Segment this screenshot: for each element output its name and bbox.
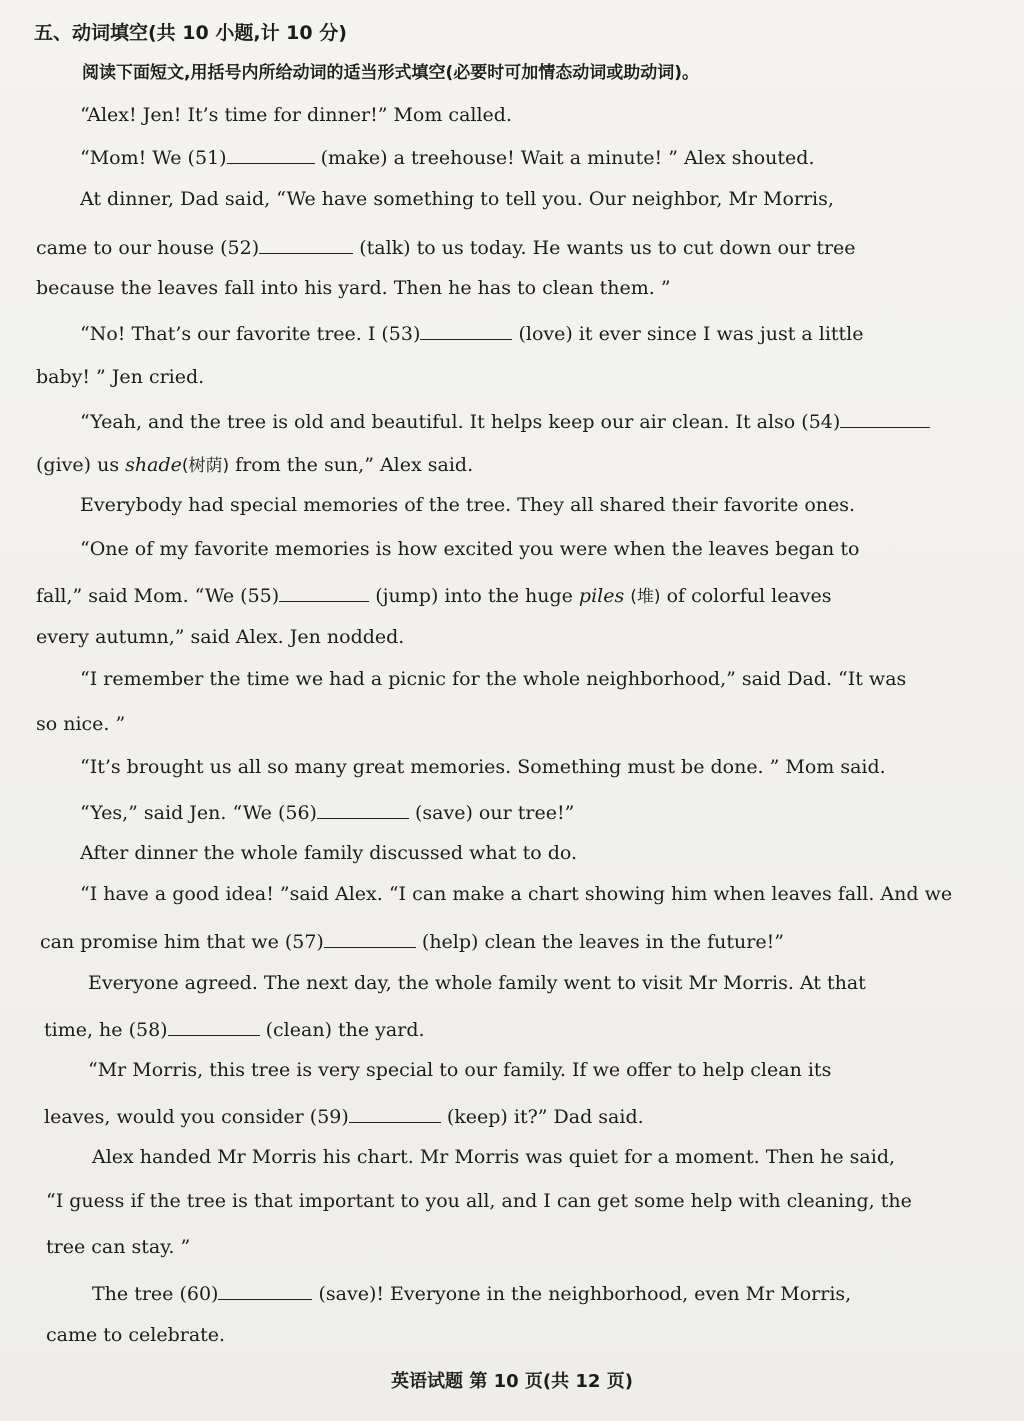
passage-line: baby! ” Jen cried. <box>36 366 205 388</box>
passage-line: every autumn,” said Alex. Jen nodded. <box>36 626 405 648</box>
passage-line: “Yes,” said Jen. “We (56) (save) our tree!” <box>80 799 574 824</box>
page-footer: 英语试题 第 10 页(共 12 页) <box>391 1371 633 1392</box>
passage-line: “One of my favorite memories is how excited you were when the leaves began to <box>80 538 860 560</box>
passage-line: came to our house (52) (talk) to us today. He wants us to cut down our tree <box>36 234 856 259</box>
passage-line: “Yeah, and the tree is old and beautiful. It helps keep our air clean. It also (54) <box>80 408 930 433</box>
passage-line: tree can stay. ” <box>46 1236 191 1258</box>
blank-55[interactable] <box>279 582 369 602</box>
passage-line: (give) us shade(树荫) from the sun,” Alex said. <box>36 454 474 476</box>
passage-line: fall,” said Mom. “We (55) (jump) into the huge piles (堆) of colorful leaves <box>36 582 832 607</box>
instruction: 阅读下面短文,用括号内所给动词的适当形式填空(必要时可加情态动词或助动词)。 <box>82 63 699 83</box>
passage-line: Alex handed Mr Morris his chart. Mr Morris was quiet for a moment. Then he said, <box>92 1146 896 1168</box>
passage-line: so nice. ” <box>36 713 126 735</box>
passage-line: “No! That’s our favorite tree. I (53) (love) it ever since I was just a little <box>80 320 864 345</box>
passage-line: “Mr Morris, this tree is very special to our family. If we offer to help clean its <box>88 1059 832 1081</box>
blank-58[interactable] <box>168 1016 260 1036</box>
blank-56[interactable] <box>317 799 409 819</box>
passage-line: “Alex! Jen! It’s time for dinner!” Mom called. <box>80 104 512 126</box>
blank-59[interactable] <box>349 1103 441 1123</box>
blank-53[interactable] <box>420 320 512 340</box>
passage-line: time, he (58) (clean) the yard. <box>44 1016 425 1041</box>
blank-60[interactable] <box>218 1280 312 1300</box>
passage-line: “Mom! We (51) (make) a treehouse! Wait a minute! ” Alex shouted. <box>80 144 815 169</box>
blank-54[interactable] <box>840 408 930 428</box>
passage-line: “I remember the time we had a picnic for the whole neighborhood,” said Dad. “It was <box>80 668 907 690</box>
passage-line: Everybody had special memories of the tree. They all shared their favorite ones. <box>80 494 856 516</box>
blank-57[interactable] <box>324 928 416 948</box>
passage-line: leaves, would you consider (59) (keep) it?” Dad said. <box>44 1103 644 1128</box>
passage-line: Everyone agreed. The next day, the whole family went to visit Mr Morris. At that <box>88 972 866 994</box>
blank-52[interactable] <box>259 234 353 254</box>
blank-51[interactable] <box>227 144 315 164</box>
passage-line: “It’s brought us all so many great memories. Something must be done. ” Mom said. <box>80 756 886 778</box>
passage-line: “I have a good idea! ”said Alex. “I can make a chart showing him when leaves fall. And we <box>80 883 953 905</box>
passage-line: came to celebrate. <box>46 1324 226 1346</box>
passage-line: The tree (60) (save)! Everyone in the neighborhood, even Mr Morris, <box>92 1280 851 1305</box>
passage-line: After dinner the whole family discussed what to do. <box>80 842 577 864</box>
passage-line: can promise him that we (57) (help) clean the leaves in the future!” <box>40 928 784 953</box>
section-title: 五、动词填空(共 10 小题,计 10 分) <box>34 22 347 44</box>
passage-line: because the leaves fall into his yard. Then he has to clean them. ” <box>36 277 671 299</box>
passage-line: At dinner, Dad said, “We have something to tell you. Our neighbor, Mr Morris, <box>80 188 834 210</box>
passage-line: “I guess if the tree is that important to you all, and I can get some help with cleaning, the <box>46 1190 912 1212</box>
